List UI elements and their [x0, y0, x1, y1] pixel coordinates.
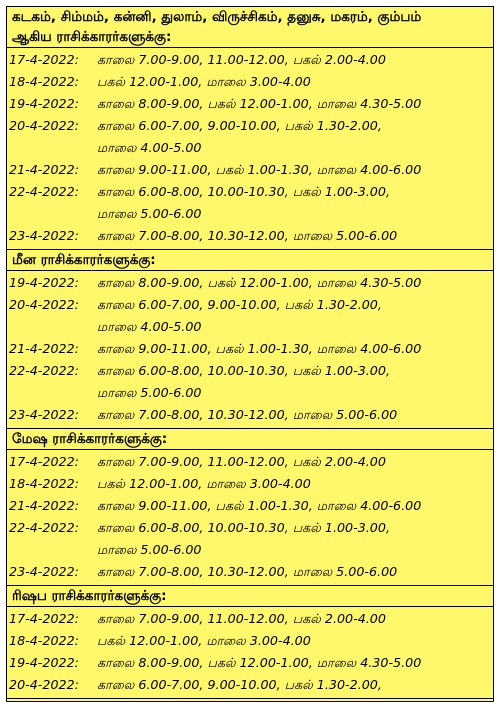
entry-times: காலை 9.00-11.00, பகல் 1.00-1.30, மாலை 4.00-6.00 — [97, 162, 422, 177]
entry-times-continued: மாலை 5.00-6.00 — [97, 206, 202, 221]
entry-times: காலை 6.00-7.00, 9.00-10.00, பகல் 1.30-2.00, — [97, 118, 382, 133]
section-header-line: மேஷ ராசிக்காரர்களுக்கு: — [12, 431, 168, 447]
time-entry-list — [7, 607, 493, 698]
entry-times: காலை 6.00-8.00, 10.00-10.30, பகல் 1.00-3.00, — [97, 363, 390, 378]
rasi-section — [7, 586, 493, 699]
time-entry — [7, 159, 493, 181]
entry-times: காலை 8.00-9.00, பகல் 12.00-1.00, மாலை 4.30-5.00 — [97, 275, 422, 290]
entry-date: 21-4-2022: — [9, 498, 79, 513]
entry-times: காலை 7.00-8.00, 10.30-12.00, மாலை 5.00-6.00 — [97, 407, 398, 422]
entry-times: பகல் 12.00-1.00, மாலை 3.00-4.00 — [97, 74, 311, 89]
time-entry — [7, 49, 493, 71]
time-entry — [7, 294, 493, 316]
time-entry — [7, 473, 493, 495]
time-entry — [7, 225, 493, 247]
entry-date: 17-4-2022: — [9, 454, 79, 469]
entry-times-continued: மாலை 4.00-5.00 — [97, 140, 202, 155]
entry-date: 23-4-2022: — [9, 407, 79, 422]
entry-times: பகல் 12.00-1.00, மாலை 3.00-4.00 — [97, 633, 311, 648]
entry-date: 18-4-2022: — [9, 476, 79, 491]
time-entry — [7, 608, 493, 630]
entry-date: 19-4-2022: — [9, 96, 79, 111]
time-entry — [7, 451, 493, 473]
entry-times: காலை 6.00-7.00, 9.00-10.00, பகல் 1.30-2.00, — [97, 677, 382, 692]
section-header — [7, 586, 493, 607]
entry-date: 22-4-2022: — [9, 184, 79, 199]
time-entry — [7, 360, 493, 382]
section-header-line: கடகம், சிம்மம், கன்னி, துலாம், விருச்சிகம், தனுசு, மகரம், கும்பம் — [12, 9, 422, 25]
rasi-section — [7, 429, 493, 586]
entry-times: பகல் 12.00-1.00, மாலை 3.00-4.00 — [97, 476, 311, 491]
entry-date: 20-4-2022: — [9, 677, 79, 692]
entry-times: காலை 6.00-7.00, 9.00-10.00, பகல் 1.30-2.00, — [97, 297, 382, 312]
entry-times: காலை 7.00-9.00, 11.00-12.00, பகல் 2.00-4.00 — [97, 52, 386, 67]
entry-date: 18-4-2022: — [9, 633, 79, 648]
rasi-section — [7, 250, 493, 429]
time-entry-list — [7, 271, 493, 428]
schedule-sheet — [6, 6, 494, 702]
entry-times: காலை 7.00-8.00, 10.30-12.00, மாலை 5.00-6.00 — [97, 228, 398, 243]
time-entry-list — [7, 450, 493, 585]
entry-times-continued: மாலை 4.00-5.00 — [97, 319, 202, 334]
time-entry — [7, 272, 493, 294]
entry-times-continued: மாலை 5.00-6.00 — [97, 385, 202, 400]
entry-date: 21-4-2022: — [9, 162, 79, 177]
section-header-line: மீன ராசிக்காரர்களுக்கு: — [12, 252, 156, 268]
section-header — [7, 250, 493, 271]
entry-date: 19-4-2022: — [9, 655, 79, 670]
time-entry — [7, 495, 493, 517]
entry-date: 17-4-2022: — [9, 52, 79, 67]
section-header-line: ரிஷப ராசிக்காரர்களுக்கு: — [12, 588, 167, 604]
time-entry — [7, 674, 493, 696]
entry-times: காலை 9.00-11.00, பகல் 1.00-1.30, மாலை 4.00-6.00 — [97, 341, 422, 356]
time-entry-list — [7, 48, 493, 249]
time-entry — [7, 181, 493, 203]
entry-date: 17-4-2022: — [9, 611, 79, 626]
time-entry — [7, 517, 493, 539]
entry-times: காலை 8.00-9.00, பகல் 12.00-1.00, மாலை 4.30-5.00 — [97, 96, 422, 111]
time-entry — [7, 71, 493, 93]
time-entry — [7, 561, 493, 583]
section-header — [7, 7, 493, 48]
rasi-section — [7, 7, 493, 250]
entry-times: காலை 7.00-8.00, 10.30-12.00, மாலை 5.00-6.00 — [97, 564, 398, 579]
time-entry — [7, 338, 493, 360]
time-entry — [7, 630, 493, 652]
section-header — [7, 429, 493, 450]
entry-date: 23-4-2022: — [9, 228, 79, 243]
entry-times: காலை 7.00-9.00, 11.00-12.00, பகல் 2.00-4.00 — [97, 611, 386, 626]
entry-times-continued: மாலை 5.00-6.00 — [97, 542, 202, 557]
entry-date: 20-4-2022: — [9, 118, 79, 133]
time-entry — [7, 404, 493, 426]
entry-times: காலை 7.00-9.00, 11.00-12.00, பகல் 2.00-4.00 — [97, 454, 386, 469]
entry-times: காலை 6.00-8.00, 10.00-10.30, பகல் 1.00-3.00, — [97, 520, 390, 535]
entry-times: காலை 9.00-11.00, பகல் 1.00-1.30, மாலை 4.00-6.00 — [97, 498, 422, 513]
entry-date: 22-4-2022: — [9, 363, 79, 378]
entry-date: 23-4-2022: — [9, 564, 79, 579]
time-entry — [7, 652, 493, 674]
entry-times: காலை 8.00-9.00, பகல் 12.00-1.00, மாலை 4.30-5.00 — [97, 655, 422, 670]
time-entry — [7, 115, 493, 137]
entry-times: காலை 6.00-8.00, 10.00-10.30, பகல் 1.00-3.00, — [97, 184, 390, 199]
entry-date: 20-4-2022: — [9, 297, 79, 312]
time-entry — [7, 93, 493, 115]
entry-date: 18-4-2022: — [9, 74, 79, 89]
entry-date: 21-4-2022: — [9, 341, 79, 356]
entry-date: 22-4-2022: — [9, 520, 79, 535]
section-header-line: ஆகிய ராசிக்காரர்களுக்கு: — [12, 29, 172, 45]
entry-date: 19-4-2022: — [9, 275, 79, 290]
